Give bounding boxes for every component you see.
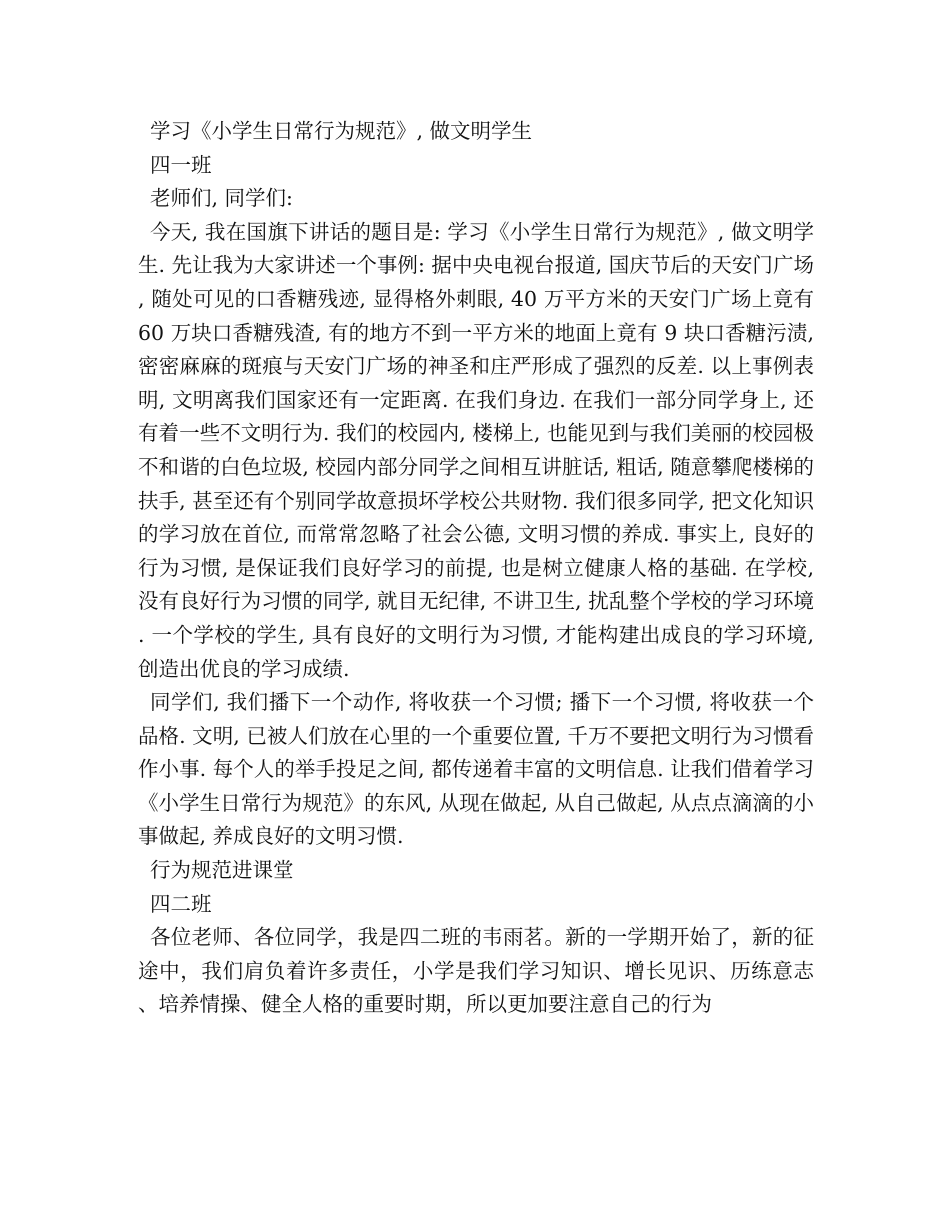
- speech-paragraph-1: 今天, 我在国旗下讲话的题目是: 学习《小学生日常行为规范》, 做文明学生. 先让我为大家讲述一个事例: 据中央电视台报道, 国庆节后的天安门广场, 随处可见的口香糖残迹, 显得格外刺眼, 40 万平方米的天安门广场上竟有 60 万块口香糖残渣, 有的地方不到一平方米的地面上竟有 9 块口香糖污渍, 密密麻麻的斑痕与天安门广场的神圣和庄严形成了强烈的反差. 以上事例表明, 文明离我们国家还有一定距离. 在我们身边. 在我们一部分同学身上, 还有着一些不文明行为. 我们的校园内, 楼梯上, 也能见到与我们美丽的校园极不和谐的白色垃圾, 校园内部分同学之间相互讲脏话, 粗话, 随意攀爬楼梯的扶手, 甚至还有个别同学故意损坏学校公共财物. 我们很多同学, 把文化知识的学习放在首位, 而常常忽略了社会公德, 文明习惯的养成. 事实上, 良好的行为习惯, 是保证我们良好学习的前提, 也是树立健康人格的基础. 在学校, 没有良好行为习惯的同学, 就目无纪律, 不讲卫生, 扰乱整个学校的学习环境. 一个学校的学生, 具有良好的文明行为习惯, 才能构建出成良的学习环境, 创造出优良的学习成绩.: [138, 219, 814, 681]
- speech-class-2: 四二班: [150, 891, 212, 916]
- speech-title-2: 行为规范进课堂: [150, 858, 294, 883]
- document-body: [138, 115, 814, 1022]
- speech-paragraph-3: 各位老师、各位同学，我是四二班的韦雨茗。新的一学期开始了，新的征途中，我们肩负着许多责任，小学是我们学习知识、增长见识、历练意志、培养情操、健全人格的重要时期，所以更加要注意自己的行为: [138, 925, 814, 1017]
- speech-class-1: 四一班: [150, 152, 212, 177]
- speech-greeting-1: 老师们, 同学们:: [150, 186, 293, 211]
- speech-title-1: 学习《小学生日常行为规范》, 做文明学生: [150, 119, 533, 143]
- speech-paragraph-2: 同学们, 我们播下一个动作, 将收获一个习惯; 播下一个习惯, 将收获一个品格. 文明, 已被人们放在心里的一个重要位置, 千万不要把文明行为习惯看作小事. 每个人的举手投足之间, 都传递着丰富的文明信息. 让我们借着学习《小学生日常行为规范》的东风, 从现在做起, 从自己做起, 从点点滴滴的小事做起, 养成良好的文明习惯.: [138, 690, 814, 849]
